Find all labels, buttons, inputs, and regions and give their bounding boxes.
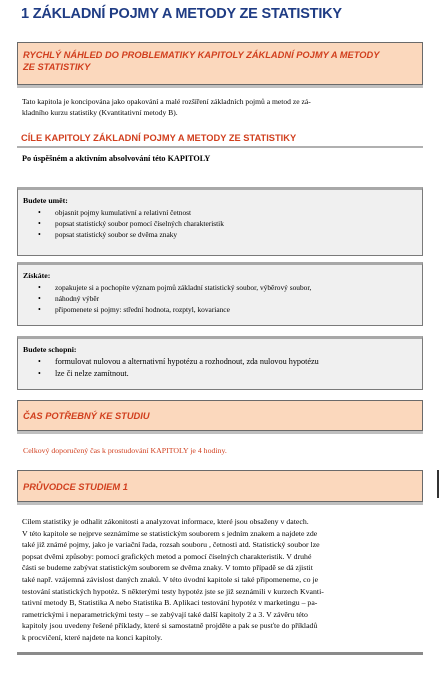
guide-line: k procvičení, které najdete na konci kapitoly. <box>22 632 163 642</box>
guide-line: Cílem statistiky je odhalit zákonitosti a analyzovat informace, které jsou obsaženy v datech. <box>22 517 309 526</box>
goals-heading: CÍLE KAPITOLY ZÁKLADNÍ POJMY A METODY ZE STATISTIKY <box>21 133 297 143</box>
will-know-title: Budete umět: <box>23 196 68 205</box>
time-text: Celkový doporučený čas k prostudování KAPITOLY je 4 hodiny. <box>23 446 227 455</box>
guide-line: části se budeme zabývat statistickým souborem se dvěma znaky. V tomto případě se dá zjistit <box>22 563 313 573</box>
list-item: • popsat statistický soubor se dvěma znaky <box>55 229 416 240</box>
will-be-able-title: Budete schopni: <box>23 345 77 354</box>
divider <box>17 431 423 434</box>
list-item: • objasnit pojmy kumulativní a relativní četnost <box>55 207 416 218</box>
page-edge-marker <box>437 470 439 498</box>
guide-line: popsat dvěmi způsoby: pomocí grafických metod a pomocí číselných charakteristik. V druhé <box>22 551 312 561</box>
intro-paragraph <box>22 96 420 118</box>
list-item-continuation: • náhodný výběr <box>55 293 416 304</box>
list-item: • popsat statistický soubor pomocí číselných charakteristik <box>55 218 416 229</box>
bottom-rule <box>17 652 423 655</box>
intro-line: Tato kapitola je koncipována jako opakování a malé rozšíření základních pojmů a metod ze zá- <box>22 97 311 106</box>
guide-line: rametrickými i neparametrickými testy – se zabývají také další kapitoly 2 a 3. V závěru této <box>22 609 308 619</box>
will-gain-title: Získáte: <box>23 271 51 280</box>
will-be-able-box <box>17 336 423 390</box>
list-item-continuation: • lze či nelze zamítnout. <box>55 368 416 380</box>
list-item: • připomenete si pojmy: střední hodnota, rozptyl, kovariance <box>55 304 416 315</box>
guide-line: také již známé pojmy, jako je variační řada, rozsah souboru , četnosti atd. Statistický soubor lze <box>22 540 320 550</box>
divider <box>17 502 423 505</box>
intro-line: kladního kurzu statistiky (Kvantitativní metody B). <box>22 108 178 117</box>
guide-line: V této kapitole se nejprve seznámíme se statistickým souborem s jedním znakem a najdete zde <box>22 528 318 538</box>
will-know-box <box>17 187 423 256</box>
quick-view-title-line1: RYCHLÝ NÁHLED DO PROBLEMATIKY KAPITOLY ZÁKLADNÍ POJMY A METODY <box>23 50 380 60</box>
list-item: • formulovat nulovou a alternativní hypotézu a rozhodnout, zda nulovou hypotézu <box>55 356 416 368</box>
divider <box>17 85 423 88</box>
study-guide-box <box>17 470 423 502</box>
guide-line: tativní metody B, Statistika A nebo Statistika B. Aplikaci testování hypotéz v marketingu – pa- <box>22 598 318 608</box>
time-box <box>17 400 423 431</box>
chapter-heading: 1 ZÁKLADNÍ POJMY A METODY ZE STATISTIKY <box>21 6 342 22</box>
guide-line: také např. vzájemná závislost daných znaků. V této úvodní kapitole si také připomeneme, co je <box>22 574 319 584</box>
will-gain-box <box>17 262 423 326</box>
quick-view-title-line2: ZE STATISTIKY <box>23 62 91 72</box>
study-guide-paragraph <box>22 516 420 644</box>
goals-subheading: Po úspěšném a aktivním absolvování této KAPITOLY <box>22 154 211 163</box>
time-title: ČAS POTŘEBNÝ KE STUDIU <box>23 411 150 421</box>
study-guide-title: PRŮVODCE STUDIEM 1 <box>23 482 128 492</box>
guide-line: kapitoly jsou uvedeny řešené příklady, které si samostatně projděte a pak se pusťte do příkladů <box>22 621 318 631</box>
list-item: • zopakujete si a pochopíte význam pojmů základní statistický soubor, výběrový soubor, <box>55 282 416 293</box>
guide-line: testování statistických hypotéz. S některými testy hypotéz jste se již seznámili v kurzech Kvanti- <box>22 586 324 596</box>
quick-view-box <box>17 42 423 85</box>
goals-underline <box>17 146 423 148</box>
